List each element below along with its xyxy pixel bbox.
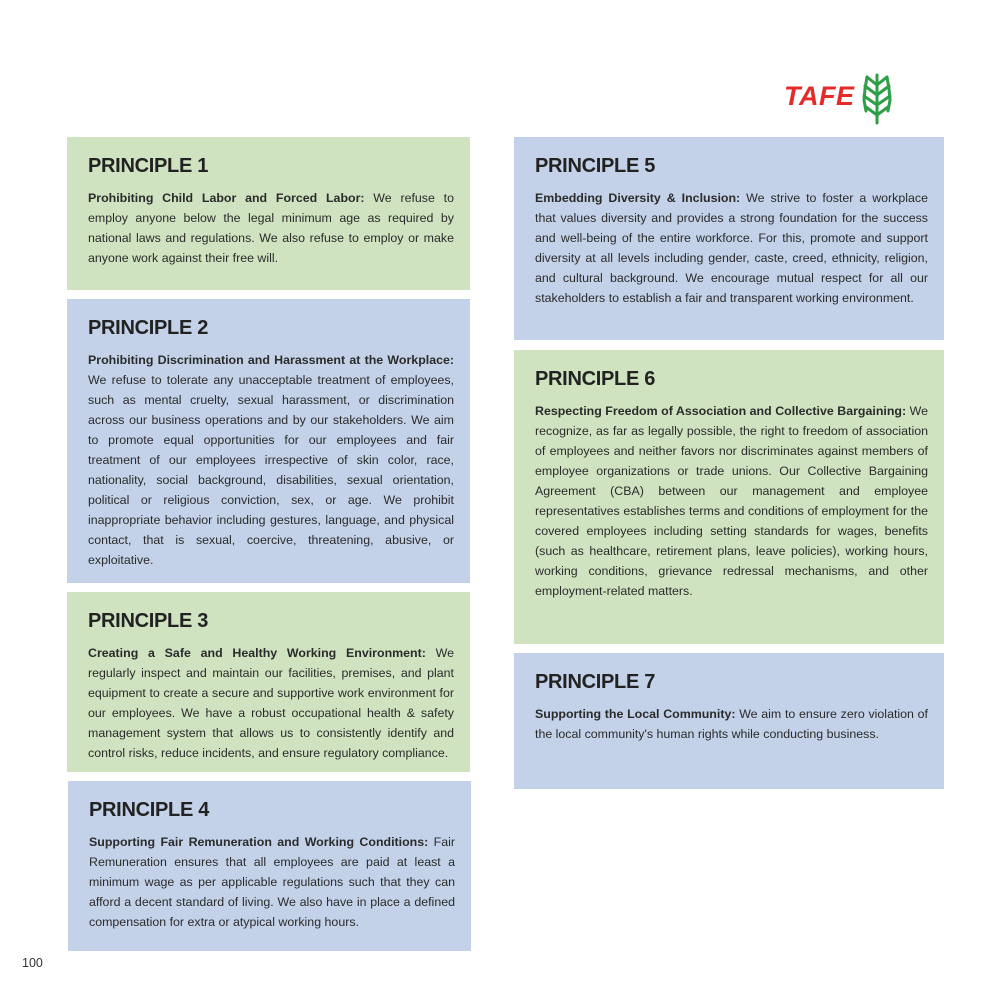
principle-4-panel (68, 781, 471, 951)
principle-text: We recognize, as far as legally possible, the right to freedom of association of employees and neither favors nor discriminates against members of employee organizations or trade unions. Our Collective Bargaining Agreement (CBA) between our management and employee representatives establishes terms and conditions of employment for the covered employees including setting standards for wages, benefits (such as healthcare, retirement plans, leave policies), working hours, working conditions, grievance redressal mechanisms, and other employment-related matters. (535, 404, 928, 598)
principle-lead: Prohibiting Child Labor and Forced Labor: (88, 191, 365, 205)
principle-text: Fair Remuneration ensures that all employees are paid at least a minimum wage as per applicable regulations such that they can afford a decent standard of living. We also have in place a defined compensation for extra or atypical working hours. (89, 835, 455, 929)
principle-lead: Respecting Freedom of Association and Collective Bargaining: (535, 404, 907, 418)
logo-wordmark: TAFE (784, 80, 855, 111)
principle-body (535, 401, 928, 601)
principle-5-panel (514, 137, 944, 340)
principle-title: PRINCIPLE 2 (88, 317, 209, 339)
principle-text: We regularly inspect and maintain our facilities, premises, and plant equipment to create a secure and supportive work environment for our employees. We have a robust occupational health & safety management system that allows us to consistently identify and control risks, reduce incidents, and ensure regulatory compliance. (88, 646, 454, 760)
principle-6-panel (514, 350, 944, 644)
principle-body (535, 704, 928, 744)
principle-lead: Supporting the Local Community: (535, 707, 736, 721)
wheat-leaf-icon (859, 67, 895, 125)
principle-title: PRINCIPLE 5 (535, 155, 656, 177)
principle-body (88, 350, 454, 570)
principle-title: PRINCIPLE 3 (88, 610, 209, 632)
principle-body (88, 643, 454, 763)
principle-1-panel (67, 137, 470, 290)
principle-lead: Creating a Safe and Healthy Working Environment: (88, 646, 426, 660)
principle-text: We refuse to tolerate any unacceptable treatment of employees, such as mental cruelty, sexual harassment, or discrimination across our business operations and by our stakeholders. We aim to promote equal opportunities for our employees and fair treatment of our employees irrespective of skin color, race, nationality, social background, disabilities, sexual orientation, political or religious conviction, sex, or age. We prohibit inappropriate behavior including gestures, language, and physical contact, that is sexual, coercive, threatening, abusive, or exploitative. (88, 373, 454, 567)
principle-body (88, 188, 454, 268)
principle-title: PRINCIPLE 1 (88, 155, 209, 177)
principle-lead: Prohibiting Discrimination and Harassment at the Workplace: (88, 353, 454, 367)
principle-text: We refuse to employ anyone below the legal minimum age as required by national laws and regulations. We also refuse to employ or make anyone work against their free will. (88, 191, 454, 265)
principle-7-panel (514, 653, 944, 789)
principle-title: PRINCIPLE 4 (89, 799, 210, 821)
principle-lead: Embedding Diversity & Inclusion: (535, 191, 741, 205)
principle-3-panel (67, 592, 470, 772)
principle-2-panel (67, 299, 470, 583)
principle-body (535, 188, 928, 308)
principle-title: PRINCIPLE 6 (535, 368, 656, 390)
principle-text: We strive to foster a workplace that values diversity and provides a strong foundation for the success and well-being of the entire workforce. For this, promote and support diversity at all levels including gender, caste, creed, ethnicity, religion, and cultural background. We encourage mutual respect for all our stakeholders to establish a fair and transparent working environment. (535, 191, 928, 305)
principle-text: We aim to ensure zero violation of the local community's human rights while conducting business. (535, 707, 928, 741)
principle-body (89, 832, 455, 932)
principle-lead: Supporting Fair Remuneration and Working Conditions: (89, 835, 429, 849)
principle-title: PRINCIPLE 7 (535, 671, 656, 693)
tafe-logo (784, 66, 944, 126)
page-number: 100 (22, 956, 43, 970)
